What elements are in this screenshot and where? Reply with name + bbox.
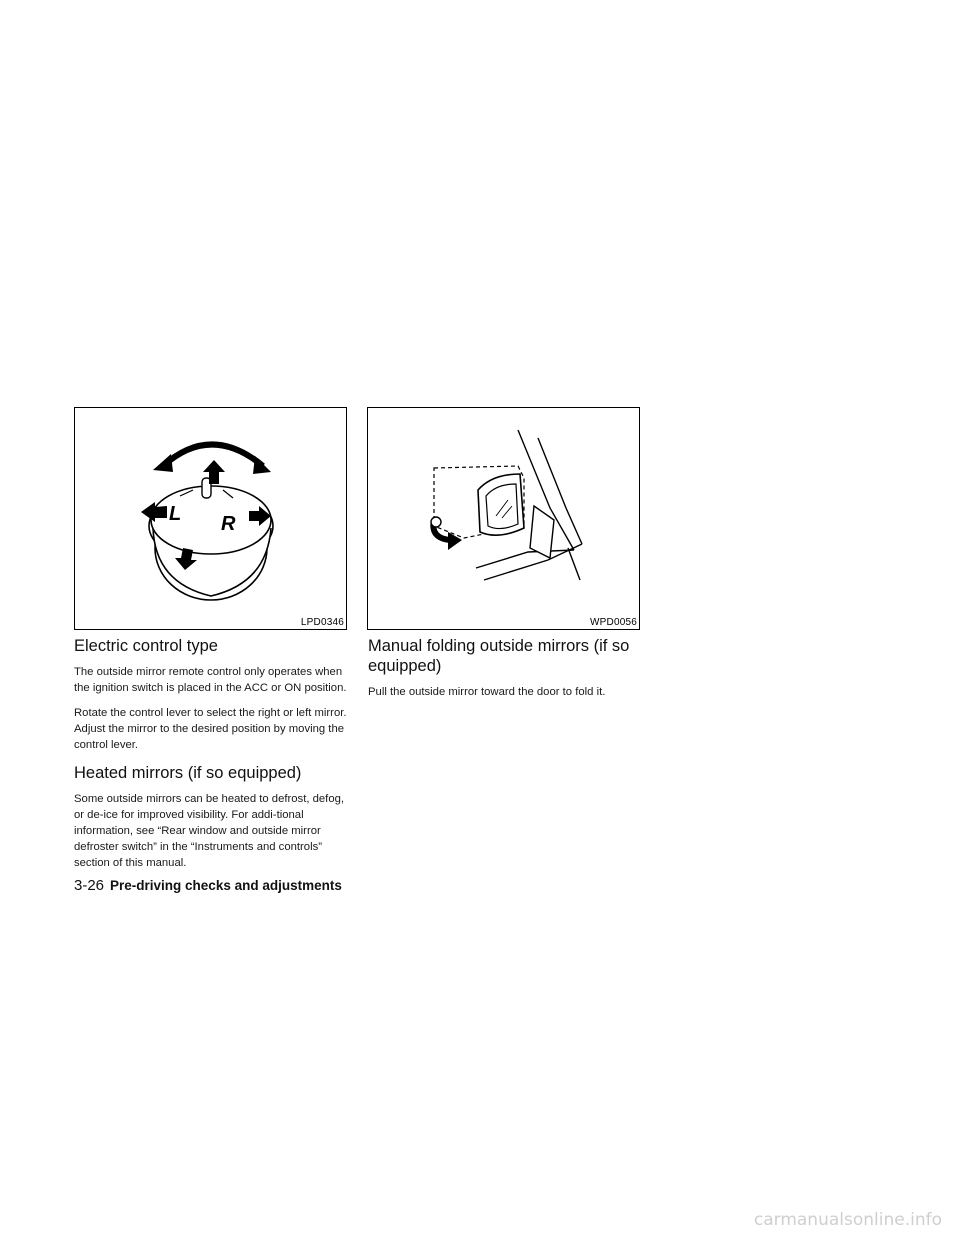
heading-heated-mirrors: Heated mirrors (if so equipped) [74, 764, 302, 782]
paragraph: Some outside mirrors can be heated to defrost, defog, or de-ice for improved visibility. For addi-tional information, see “Rear window and outside mirror defroster switch” in the “Instruments and controls” section of this manual. [74, 793, 345, 869]
folding-side-mirror-icon [368, 408, 639, 629]
switch-label-l: L [169, 503, 182, 525]
switch-label-r: R [221, 513, 236, 535]
watermark: carmanualsonline.info [753, 1210, 942, 1230]
figure-code: WPD0056 [590, 617, 637, 628]
figure-folding-mirror [367, 407, 640, 630]
paragraph: Rotate the control lever to select the right or left mirror. Adjust the mirror to the desired position by moving the control lever. [74, 707, 347, 751]
paragraph: The outside mirror remote control only operates when the ignition switch is placed in the ACC or ON position. [74, 666, 347, 694]
heading-electric-control: Electric control type [74, 637, 218, 655]
right-column [368, 636, 641, 709]
figure-mirror-control [74, 407, 347, 630]
heading-manual-folding: Manual folding outside mirrors (if so equipped) [368, 637, 630, 675]
section-title: Pre-driving checks and adjustments [110, 878, 342, 893]
paragraph: Pull the outside mirror toward the door to fold it. [368, 686, 606, 698]
figure-code: LPD0346 [300, 617, 344, 628]
page-number: 3-26 [74, 877, 105, 894]
page-footer [74, 877, 342, 899]
mirror-control-switch-icon [75, 408, 346, 629]
left-column [74, 636, 347, 880]
